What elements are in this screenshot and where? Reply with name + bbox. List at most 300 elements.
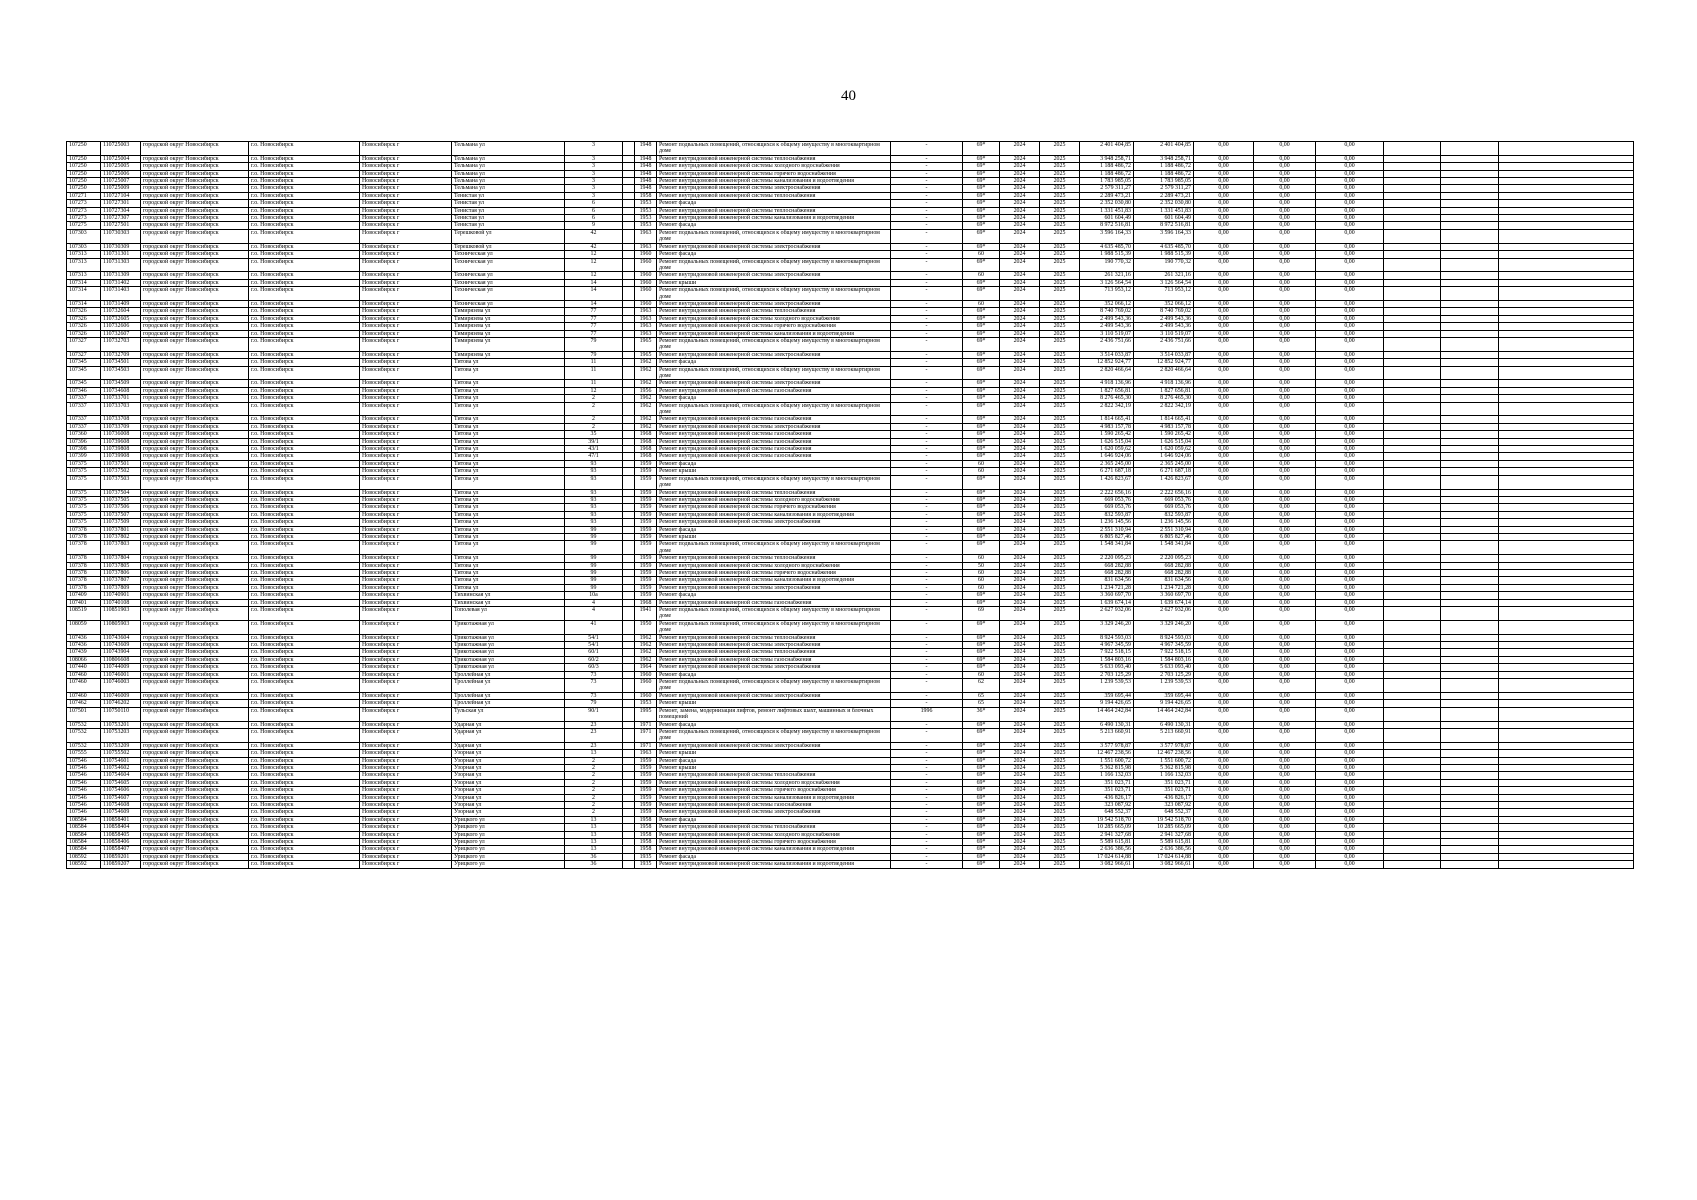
- cell-build-year: 1958: [635, 831, 657, 838]
- cell-local-cost: 0,00: [1316, 453, 1384, 460]
- cell-regional-cost: 0,00: [1254, 569, 1316, 576]
- cell-plan-start-year: 2024: [1000, 330, 1040, 337]
- cell-total-cost: 3 082 966,61: [1080, 861, 1134, 868]
- cell-local-cost: 0,00: [1316, 649, 1384, 656]
- cell-wear-percent: 69*: [963, 742, 1000, 749]
- cell-municipal-district: г.о. Новосибирск: [249, 366, 360, 380]
- cell-local-cost: 0,00: [1316, 200, 1384, 207]
- cell-plan-end-year: 2025: [1040, 541, 1080, 555]
- cell-year-of-last-repair: -: [891, 243, 963, 250]
- cell-total-cost: 8 276 465,30: [1080, 395, 1134, 402]
- cell-house-letter: [623, 359, 635, 366]
- cell-house-id: 107314: [67, 300, 101, 307]
- cell-house-id: 107250: [67, 163, 101, 170]
- cell-work-id: 110727304: [101, 207, 141, 214]
- cell-settlement: Новосибирск г: [360, 308, 452, 315]
- cell-wear-percent: 60: [963, 460, 1000, 467]
- cell-year-of-last-repair: -: [891, 787, 963, 794]
- cell-extra-1: [1384, 460, 1441, 467]
- table-row: [67, 446, 1634, 453]
- cell-extra-3: [1499, 380, 1634, 387]
- cell-extra-3: [1499, 258, 1634, 272]
- cell-extra-3: [1499, 185, 1634, 192]
- cell-local-cost: 0,00: [1316, 366, 1384, 380]
- cell-street: Троллейная ул: [452, 692, 565, 699]
- cell-wear-percent: 65: [963, 692, 1000, 699]
- cell-street: Тельмана ул: [452, 178, 565, 185]
- cell-work-id: 110727104: [101, 192, 141, 199]
- cell-regional-cost: 0,00: [1254, 387, 1316, 394]
- cell-municipality: городской округ Новосибирск: [141, 620, 249, 634]
- cell-house-number: 13: [565, 831, 623, 838]
- cell-plan-end-year: 2025: [1040, 222, 1080, 229]
- cell-plan-start-year: 2024: [1000, 351, 1040, 358]
- table-row: [67, 707, 1634, 721]
- cell-municipality: городской округ Новосибирск: [141, 772, 249, 779]
- cell-build-year: 1953: [635, 207, 657, 214]
- cell-extra-2: [1441, 279, 1499, 286]
- cell-work-type: Ремонт крыши: [657, 700, 891, 707]
- cell-municipal-district: г.о. Новосибирск: [249, 779, 360, 786]
- cell-extra-1: [1384, 562, 1441, 569]
- cell-extra-3: [1499, 592, 1634, 599]
- cell-plan-end-year: 2025: [1040, 446, 1080, 453]
- cell-regional-cost: 0,00: [1254, 584, 1316, 591]
- cell-municipality: городской округ Новосибирск: [141, 750, 249, 757]
- cell-local-cost: 0,00: [1316, 692, 1384, 699]
- cell-wear-percent: 69*: [963, 243, 1000, 250]
- cell-federal-cost: 0,00: [1194, 607, 1254, 621]
- cell-fund-cost: 6 271 687,18: [1134, 468, 1194, 475]
- cell-regional-cost: 0,00: [1254, 787, 1316, 794]
- cell-work-id: 110743609: [101, 642, 141, 649]
- cell-municipal-district: г.о. Новосибирск: [249, 423, 360, 430]
- cell-local-cost: 0,00: [1316, 728, 1384, 742]
- cell-wear-percent: 60: [963, 671, 1000, 678]
- cell-house-number: 9: [565, 222, 623, 229]
- cell-municipal-district: г.о. Новосибирск: [249, 387, 360, 394]
- cell-total-cost: 1 988 515,39: [1080, 251, 1134, 258]
- cell-work-type: Ремонт внутридомовой инженерной системы теплоснабжения: [657, 207, 891, 214]
- cell-wear-percent: 69*: [963, 511, 1000, 518]
- table-row: [67, 351, 1634, 358]
- cell-extra-2: [1441, 438, 1499, 445]
- cell-year-of-last-repair: -: [891, 207, 963, 214]
- cell-settlement: Новосибирск г: [360, 229, 452, 243]
- cell-fund-cost: 19 542 518,70: [1134, 816, 1194, 823]
- cell-house-letter: [623, 592, 635, 599]
- cell-house-letter: [623, 300, 635, 307]
- cell-plan-start-year: 2024: [1000, 431, 1040, 438]
- cell-year-of-last-repair: -: [891, 446, 963, 453]
- cell-street: Тополевая ул: [452, 607, 565, 621]
- cell-work-id: 110746009: [101, 692, 141, 699]
- cell-plan-start-year: 2024: [1000, 446, 1040, 453]
- cell-house-number: 77: [565, 308, 623, 315]
- cell-local-cost: 0,00: [1316, 308, 1384, 315]
- cell-extra-2: [1441, 562, 1499, 569]
- cell-wear-percent: 69*: [963, 750, 1000, 757]
- cell-work-type: Ремонт внутридомовой инженерной системы газоснабжения: [657, 446, 891, 453]
- cell-plan-end-year: 2025: [1040, 846, 1080, 853]
- cell-year-of-last-repair: -: [891, 728, 963, 742]
- cell-municipality: городской округ Новосибирск: [141, 207, 249, 214]
- cell-local-cost: 0,00: [1316, 656, 1384, 663]
- cell-extra-3: [1499, 816, 1634, 823]
- table-row: [67, 794, 1634, 801]
- cell-wear-percent: 69*: [963, 395, 1000, 402]
- cell-work-type: Ремонт внутридомовой инженерной системы холодного водоснабжения: [657, 562, 891, 569]
- cell-plan-start-year: 2024: [1000, 620, 1040, 634]
- cell-plan-end-year: 2025: [1040, 787, 1080, 794]
- cell-total-cost: 2 401 404,85: [1080, 142, 1134, 156]
- cell-plan-end-year: 2025: [1040, 185, 1080, 192]
- cell-local-cost: 0,00: [1316, 258, 1384, 272]
- cell-regional-cost: 0,00: [1254, 772, 1316, 779]
- cell-fund-cost: 8 924 593,03: [1134, 634, 1194, 641]
- cell-municipal-district: г.о. Новосибирск: [249, 258, 360, 272]
- cell-municipal-district: г.о. Новосибирск: [249, 671, 360, 678]
- cell-street: Тельмана ул: [452, 170, 565, 177]
- cell-plan-start-year: 2024: [1000, 772, 1040, 779]
- cell-federal-cost: 0,00: [1194, 721, 1254, 728]
- cell-settlement: Новосибирск г: [360, 592, 452, 599]
- cell-plan-start-year: 2024: [1000, 721, 1040, 728]
- cell-house-id: 108584: [67, 824, 101, 831]
- cell-street: Тельмана ул: [452, 163, 565, 170]
- cell-year-of-last-repair: -: [891, 801, 963, 808]
- cell-house-letter: [623, 337, 635, 351]
- cell-extra-3: [1499, 504, 1634, 511]
- cell-federal-cost: 0,00: [1194, 577, 1254, 584]
- cell-house-letter: [623, 243, 635, 250]
- cell-fund-cost: 4 967 345,59: [1134, 642, 1194, 649]
- cell-work-id: 110737501: [101, 460, 141, 467]
- cell-year-of-last-repair: -: [891, 824, 963, 831]
- cell-street: Трикотажная ул: [452, 634, 565, 641]
- cell-house-letter: [623, 192, 635, 199]
- cell-work-id: 110739608: [101, 438, 141, 445]
- cell-plan-end-year: 2025: [1040, 824, 1080, 831]
- cell-street: Узорная ул: [452, 809, 565, 816]
- cell-plan-end-year: 2025: [1040, 323, 1080, 330]
- cell-fund-cost: 323 087,92: [1134, 801, 1194, 808]
- cell-local-cost: 0,00: [1316, 824, 1384, 831]
- cell-extra-2: [1441, 207, 1499, 214]
- cell-municipality: городской округ Новосибирск: [141, 526, 249, 533]
- cell-wear-percent: 69*: [963, 279, 1000, 286]
- cell-local-cost: 0,00: [1316, 222, 1384, 229]
- cell-fund-cost: 3 514 033,87: [1134, 351, 1194, 358]
- cell-house-id: 107436: [67, 634, 101, 641]
- cell-work-id: 110725004: [101, 155, 141, 162]
- cell-plan-start-year: 2024: [1000, 185, 1040, 192]
- cell-settlement: Новосибирск г: [360, 315, 452, 322]
- cell-street: Троллейная ул: [452, 671, 565, 678]
- cell-plan-start-year: 2024: [1000, 315, 1040, 322]
- cell-street: Титова ул: [452, 519, 565, 526]
- cell-total-cost: 2 551 310,94: [1080, 526, 1134, 533]
- cell-plan-end-year: 2025: [1040, 634, 1080, 641]
- cell-wear-percent: 69*: [963, 664, 1000, 671]
- cell-house-id: 107555: [67, 750, 101, 757]
- cell-house-letter: [623, 584, 635, 591]
- cell-build-year: 1962: [635, 649, 657, 656]
- cell-plan-start-year: 2024: [1000, 679, 1040, 693]
- cell-extra-3: [1499, 809, 1634, 816]
- cell-street: Терешковой ул: [452, 243, 565, 250]
- cell-plan-start-year: 2024: [1000, 475, 1040, 489]
- cell-fund-cost: 10 285 665,09: [1134, 824, 1194, 831]
- cell-local-cost: 0,00: [1316, 251, 1384, 258]
- cell-fund-cost: 359 695,44: [1134, 692, 1194, 699]
- cell-total-cost: 1 783 985,05: [1080, 178, 1134, 185]
- cell-house-number: 3: [565, 170, 623, 177]
- cell-extra-3: [1499, 287, 1634, 301]
- cell-regional-cost: 0,00: [1254, 541, 1316, 555]
- cell-house-number: 36: [565, 853, 623, 860]
- cell-local-cost: 0,00: [1316, 438, 1384, 445]
- cell-municipal-district: г.о. Новосибирск: [249, 222, 360, 229]
- cell-extra-2: [1441, 664, 1499, 671]
- cell-house-id: 107375: [67, 460, 101, 467]
- table-row: [67, 519, 1634, 526]
- cell-house-letter: [623, 779, 635, 786]
- cell-house-number: 73: [565, 679, 623, 693]
- cell-plan-end-year: 2025: [1040, 315, 1080, 322]
- cell-municipal-district: г.о. Новосибирск: [249, 359, 360, 366]
- cell-work-type: Ремонт внутридомовой инженерной системы теплоснабжения: [657, 155, 891, 162]
- cell-total-cost: 352 066,12: [1080, 300, 1134, 307]
- cell-federal-cost: 0,00: [1194, 787, 1254, 794]
- cell-extra-2: [1441, 330, 1499, 337]
- cell-plan-start-year: 2024: [1000, 504, 1040, 511]
- cell-plan-end-year: 2025: [1040, 526, 1080, 533]
- cell-build-year: 1968: [635, 438, 657, 445]
- cell-extra-1: [1384, 468, 1441, 475]
- cell-year-of-last-repair: -: [891, 757, 963, 764]
- cell-street: Тимирязева ул: [452, 323, 565, 330]
- cell-federal-cost: 0,00: [1194, 664, 1254, 671]
- cell-build-year: 1959: [635, 496, 657, 503]
- cell-extra-3: [1499, 155, 1634, 162]
- cell-federal-cost: 0,00: [1194, 779, 1254, 786]
- cell-federal-cost: 0,00: [1194, 742, 1254, 749]
- cell-fund-cost: 8 740 769,02: [1134, 308, 1194, 315]
- table-row: [67, 229, 1634, 243]
- cell-regional-cost: 0,00: [1254, 489, 1316, 496]
- cell-extra-2: [1441, 395, 1499, 402]
- cell-extra-1: [1384, 779, 1441, 786]
- table-row: [67, 839, 1634, 846]
- cell-wear-percent: 69*: [963, 504, 1000, 511]
- cell-street: Титова ул: [452, 511, 565, 518]
- cell-extra-1: [1384, 853, 1441, 860]
- cell-house-id: 107250: [67, 142, 101, 156]
- cell-settlement: Новосибирск г: [360, 222, 452, 229]
- cell-year-of-last-repair: -: [891, 779, 963, 786]
- cell-fund-cost: 3 596 164,33: [1134, 229, 1194, 243]
- cell-house-number: 93: [565, 504, 623, 511]
- cell-municipal-district: г.о. Новосибирск: [249, 541, 360, 555]
- cell-house-number: 11: [565, 366, 623, 380]
- cell-plan-end-year: 2025: [1040, 794, 1080, 801]
- cell-work-id: 110733708: [101, 416, 141, 423]
- table-row: [67, 533, 1634, 540]
- cell-build-year: 1950: [635, 620, 657, 634]
- cell-extra-3: [1499, 764, 1634, 771]
- cell-plan-end-year: 2025: [1040, 229, 1080, 243]
- cell-local-cost: 0,00: [1316, 155, 1384, 162]
- cell-plan-start-year: 2024: [1000, 300, 1040, 307]
- cell-settlement: Новосибирск г: [360, 496, 452, 503]
- cell-extra-2: [1441, 215, 1499, 222]
- cell-extra-3: [1499, 824, 1634, 831]
- cell-plan-end-year: 2025: [1040, 178, 1080, 185]
- cell-work-type: Ремонт внутридомовой инженерной системы горячего водоснабжения: [657, 170, 891, 177]
- cell-work-type: Ремонт крыши: [657, 279, 891, 286]
- cell-extra-2: [1441, 178, 1499, 185]
- cell-house-number: 2: [565, 402, 623, 416]
- cell-work-id: 110731403: [101, 287, 141, 301]
- cell-house-letter: [623, 504, 635, 511]
- table-row: [67, 846, 1634, 853]
- cell-plan-end-year: 2025: [1040, 649, 1080, 656]
- cell-house-id: 107375: [67, 489, 101, 496]
- cell-build-year: 1953: [635, 222, 657, 229]
- cell-municipal-district: г.о. Новосибирск: [249, 380, 360, 387]
- cell-extra-3: [1499, 351, 1634, 358]
- cell-year-of-last-repair: -: [891, 664, 963, 671]
- cell-street: Урицкого ул: [452, 853, 565, 860]
- cell-house-letter: [623, 742, 635, 749]
- cell-total-cost: 1 620 059,62: [1080, 446, 1134, 453]
- cell-plan-end-year: 2025: [1040, 861, 1080, 868]
- cell-house-letter: [623, 853, 635, 860]
- cell-house-letter: [623, 308, 635, 315]
- cell-settlement: Новосибирск г: [360, 649, 452, 656]
- cell-year-of-last-repair: -: [891, 453, 963, 460]
- cell-year-of-last-repair: -: [891, 387, 963, 394]
- cell-federal-cost: 0,00: [1194, 431, 1254, 438]
- cell-municipality: городской округ Новосибирск: [141, 416, 249, 423]
- cell-extra-3: [1499, 178, 1634, 185]
- cell-fund-cost: 2 499 543,36: [1134, 323, 1194, 330]
- cell-year-of-last-repair: -: [891, 562, 963, 569]
- cell-plan-end-year: 2025: [1040, 853, 1080, 860]
- cell-extra-2: [1441, 300, 1499, 307]
- cell-work-id: 110737809: [101, 584, 141, 591]
- cell-extra-2: [1441, 315, 1499, 322]
- cell-wear-percent: 69*: [963, 620, 1000, 634]
- cell-build-year: 1963: [635, 243, 657, 250]
- cell-federal-cost: 0,00: [1194, 620, 1254, 634]
- cell-build-year: 1959: [635, 519, 657, 526]
- cell-house-id: 107273: [67, 207, 101, 214]
- cell-local-cost: 0,00: [1316, 315, 1384, 322]
- cell-year-of-last-repair: -: [891, 438, 963, 445]
- cell-work-type: Ремонт внутридомовой инженерной системы электроснабжения: [657, 300, 891, 307]
- table-row: [67, 279, 1634, 286]
- cell-year-of-last-repair: -: [891, 569, 963, 576]
- cell-fund-cost: 6 805 827,46: [1134, 533, 1194, 540]
- cell-plan-end-year: 2025: [1040, 757, 1080, 764]
- cell-settlement: Новосибирск г: [360, 300, 452, 307]
- cell-fund-cost: 601 604,49: [1134, 215, 1194, 222]
- cell-work-id: 110859201: [101, 853, 141, 860]
- table-row: [67, 526, 1634, 533]
- cell-extra-2: [1441, 453, 1499, 460]
- table-row: [67, 671, 1634, 678]
- cell-build-year: 1995: [635, 707, 657, 721]
- cell-local-cost: 0,00: [1316, 468, 1384, 475]
- cell-extra-1: [1384, 351, 1441, 358]
- table-row: [67, 323, 1634, 330]
- cell-build-year: 1958: [635, 846, 657, 853]
- cell-settlement: Новосибирск г: [360, 359, 452, 366]
- cell-plan-end-year: 2025: [1040, 192, 1080, 199]
- cell-build-year: 1959: [635, 787, 657, 794]
- cell-extra-3: [1499, 772, 1634, 779]
- cell-plan-start-year: 2024: [1000, 387, 1040, 394]
- cell-house-id: 107250: [67, 178, 101, 185]
- cell-street: Тульская ул: [452, 707, 565, 721]
- table-row: [67, 402, 1634, 416]
- cell-house-number: 2: [565, 801, 623, 808]
- cell-house-number: 39/1: [565, 438, 623, 445]
- cell-municipality: городской округ Новосибирск: [141, 656, 249, 663]
- cell-extra-2: [1441, 577, 1499, 584]
- cell-street: Титова ул: [452, 460, 565, 467]
- cell-regional-cost: 0,00: [1254, 192, 1316, 199]
- cell-wear-percent: 60: [963, 555, 1000, 562]
- cell-work-type: Ремонт внутридомовой инженерной системы холодного водоснабжения: [657, 496, 891, 503]
- cell-municipality: городской округ Новосибирск: [141, 192, 249, 199]
- cell-extra-2: [1441, 846, 1499, 853]
- cell-local-cost: 0,00: [1316, 207, 1384, 214]
- cell-extra-3: [1499, 163, 1634, 170]
- cell-federal-cost: 0,00: [1194, 839, 1254, 846]
- cell-house-id: 107460: [67, 692, 101, 699]
- table-row: [67, 787, 1634, 794]
- cell-work-type: Ремонт внутридомовой инженерной системы электроснабжения: [657, 584, 891, 591]
- cell-house-id: 107375: [67, 475, 101, 489]
- cell-wear-percent: 69*: [963, 831, 1000, 838]
- cell-settlement: Новосибирск г: [360, 279, 452, 286]
- cell-build-year: 1960: [635, 679, 657, 693]
- cell-wear-percent: 69*: [963, 222, 1000, 229]
- cell-house-id: 107250: [67, 185, 101, 192]
- cell-house-id: 107327: [67, 337, 101, 351]
- cell-house-letter: [623, 599, 635, 606]
- cell-regional-cost: 0,00: [1254, 300, 1316, 307]
- table-row: [67, 163, 1634, 170]
- cell-street: Тенистая ул: [452, 192, 565, 199]
- cell-local-cost: 0,00: [1316, 496, 1384, 503]
- cell-wear-percent: 69*: [963, 446, 1000, 453]
- cell-house-number: 79: [565, 700, 623, 707]
- cell-regional-cost: 0,00: [1254, 380, 1316, 387]
- table-row: [67, 750, 1634, 757]
- cell-plan-end-year: 2025: [1040, 308, 1080, 315]
- cell-municipality: городской округ Новосибирск: [141, 380, 249, 387]
- cell-house-number: 99: [565, 526, 623, 533]
- cell-municipal-district: г.о. Новосибирск: [249, 750, 360, 757]
- cell-local-cost: 0,00: [1316, 460, 1384, 467]
- cell-build-year: 1959: [635, 809, 657, 816]
- cell-plan-end-year: 2025: [1040, 772, 1080, 779]
- cell-build-year: 1935: [635, 853, 657, 860]
